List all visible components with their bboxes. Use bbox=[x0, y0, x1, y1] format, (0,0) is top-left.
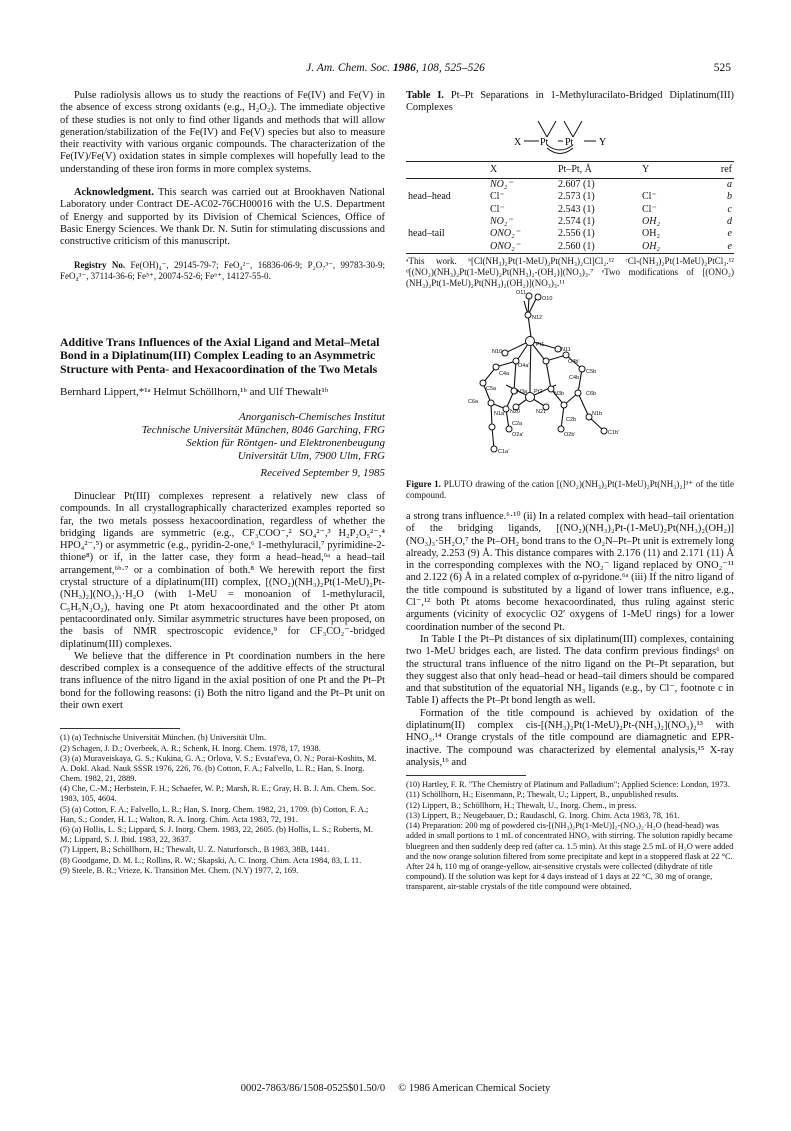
atom-label: O4a' bbox=[518, 362, 530, 369]
footnote: (3) (a) Muraveiskaya, G. S.; Kukina, G. A.; Orlova, V. S.; Evstaf'eva, O. N.; Porai-Koshits, M. A. Dokl. Akad. Nauk SSSR 1976, 226, 76. (b) Cotton, F. A.; Falvello, L. R.; Han, S. Inorg. Chem. 1982, 21, 2889. bbox=[60, 753, 377, 784]
scheme-bond bbox=[538, 121, 547, 137]
table-cell: d bbox=[727, 216, 732, 228]
table-header: Y bbox=[640, 161, 704, 178]
footnote: (7) Lippert, B.; Schöllhorn, H.; Thewalt, U. Z. Naturforsch., B 1983, 38B, 1441. bbox=[60, 845, 330, 855]
atom-label: N12 bbox=[532, 314, 543, 321]
scheme-bridge bbox=[547, 148, 573, 154]
table-cell: Cl⁻ bbox=[642, 203, 657, 215]
table-row bbox=[406, 228, 734, 240]
table-cell bbox=[406, 179, 488, 192]
atom-label: C5a bbox=[486, 385, 497, 392]
affiliations bbox=[60, 411, 385, 463]
figure-caption bbox=[406, 479, 734, 501]
article-authors: Bernhard Lippert,*¹ᵃ Helmut Schöllhorn,¹ᵇ and Ulf Thewalt¹ᵇ bbox=[60, 386, 329, 399]
footnote: (9) Steele, B. R.; Vrieze, K. Transition Met. Chem. (N.Y) 1977, 2, 169. bbox=[60, 866, 299, 875]
table-cell: NO₂⁻ bbox=[490, 179, 513, 191]
table-caption-text: Pt–Pt Separations in 1-Methyluracilato-Bridged Diplatinum(III) Complexes bbox=[406, 90, 734, 114]
atom-label: C5b bbox=[586, 368, 597, 375]
footnote: (2) Schagen, J. D.; Overbeek, A. R.; Schenk, H. Inorg. Chem. 1978, 17, 1938. bbox=[60, 743, 321, 753]
footnote-divider bbox=[406, 775, 526, 776]
table-cell: OH₂ bbox=[642, 216, 660, 228]
footnote-divider bbox=[60, 728, 180, 729]
table-cell bbox=[406, 204, 488, 216]
affiliation-line: Anorganisch-Chemisches Institut bbox=[239, 410, 385, 423]
atom-label: N1b bbox=[592, 410, 603, 417]
journal-citation bbox=[60, 62, 731, 74]
atom-label: C6b bbox=[586, 390, 597, 397]
table-cell: e bbox=[727, 228, 732, 240]
table-cell: 2.573 (1) bbox=[558, 191, 595, 203]
table-cell: head–tail bbox=[408, 228, 445, 240]
atom-label: Pt1 bbox=[536, 341, 545, 348]
table-row bbox=[406, 241, 734, 254]
registry-label: Registry No. bbox=[74, 259, 126, 270]
footnote: (5) (a) Cotton, F. A.; Falvello, L. R.; Han, S. Inorg. Chem. 1982, 21, 1709. (b) Cotton, F. A.; Han, S.; Conder, H. L.; Walton, R. A. Inorg. Chim. Acta 1983, 72, 191. bbox=[60, 804, 369, 824]
article-code: 0002-7863/86/1508-0525$01.50/0 bbox=[240, 1083, 386, 1094]
atom-label: N10 bbox=[492, 348, 503, 355]
table-caption bbox=[406, 90, 734, 115]
atom-label: N3b bbox=[554, 390, 565, 397]
atom-label: C2a bbox=[512, 420, 523, 427]
pluto-labels bbox=[468, 290, 619, 455]
table-cell bbox=[640, 179, 704, 192]
body-paragraph: We believe that the difference in Pt coordination numbers in the here described complex is a consequence of the additive effects of the structural trans influence of the nitro ligand in the axial position of one Pt and the Pt–Pt bond for the following reasons: (i) Both the nitro ligand and the Pt–Pt unit on their own exert bbox=[60, 650, 385, 711]
registry-numbers bbox=[60, 260, 385, 282]
scheme-bond bbox=[573, 121, 582, 137]
table-cell: ONO₂⁻ bbox=[488, 241, 556, 254]
table-footnotes: ᵃThis work. ᵇ[Cl(NH₃)₂Pt(1-MeU)₂Pt(NH₃)₂Cl]Cl₂.¹² ᶜCl-(NH₃)₂Pt(1-MeU)₂PtCl₃.¹² ᵈ[(NO₂)(NH₃)₂Pt(1-MeU)₂Pt(NH₃)₂-(OH₂)](NO₃)₃.⁷ ᵉTwo modifications of [(ONO₂)(NH₃)₂Pt(1-MeU)₂Pt(NH₃)₂(OH₂)](NO₃)₃.¹¹ bbox=[406, 255, 734, 288]
footnotes-right bbox=[406, 780, 734, 892]
table-row bbox=[406, 179, 734, 192]
right-column bbox=[406, 90, 734, 892]
atom-label: O4b' bbox=[568, 358, 580, 365]
footnote: (11) Schöllhorn, H.; Eisenmann, P.; Thewalt, U.; Lippert, B., unpublished results. bbox=[406, 790, 679, 800]
page-number: 525 bbox=[713, 62, 731, 74]
journal-volume-pages: , 108, 525–526 bbox=[415, 62, 485, 74]
footnote: (8) Goodgame, D. M. L.; Rollins, R. W.; Skapski, A. C. Inorg. Chim. Acta 1984, 83, L 11. bbox=[60, 855, 362, 865]
table-cell: e bbox=[704, 241, 734, 254]
table-cell: OH₂ bbox=[642, 228, 660, 240]
atom-label: O11 bbox=[516, 289, 526, 296]
atom-label: C1b' bbox=[608, 429, 620, 436]
registry-text: Fe(OH)₄⁻, 29145-79-7; FeO₄²⁻, 16836-06-9; P₂O₇³⁻, 99783-30-9; FeO₄³⁻, 37114-36-6; Fe⁵⁺, 20074-52-6; Fe⁶⁺, 14127-55-0. bbox=[60, 259, 385, 281]
scheme-y: Y bbox=[599, 136, 607, 148]
ack-text: This search was carried out at Brookhaven National Laboratory under Contract DE-AC02-76CH00016 with the U.S. Department of Energy and supported by its Division of Chemical Sciences, Office of Basic Energy Sciences. We thank Dr. N. Sutin for stimulating discussions and constructive criticism of this manuscript. bbox=[60, 187, 385, 248]
table-cell: Cl⁻ bbox=[490, 203, 505, 215]
figure-caption-text: PLUTO drawing of the cation [(NO₂)(NH₃)₂Pt(1-MeU)₂Pt(NH₃)₂]³⁺ of the title compound. bbox=[406, 478, 734, 500]
body-paragraph: In Table I the Pt–Pt distances of six diplatinum(III) complexes, containing two 1-MeU bridges each, are listed. The data confirm previous findings⁶ on the structural trans influence of the nitro ligand on the Pt–Pt separation, but they suggest also that only head–head or head–tail dimers should be compared and that substitution of the equatorial NH₃ ligands (e.g., by Cl⁻, footnote c in Table I) affects the Pt–Pt bond length as well. bbox=[406, 633, 734, 707]
table-cell: 2.560 (1) bbox=[556, 241, 640, 254]
left-column bbox=[60, 90, 385, 876]
scheme-pt-1: Pt bbox=[540, 136, 549, 148]
scheme-pt-2: Pt bbox=[565, 136, 574, 148]
table-cell: NO₂⁻ bbox=[490, 216, 513, 228]
running-head bbox=[60, 62, 731, 78]
table-cell: OH₂ bbox=[640, 241, 704, 254]
atom-label: C6a bbox=[468, 398, 479, 405]
table-caption-label: Table I. bbox=[406, 90, 444, 101]
atom-label: N21 bbox=[536, 408, 547, 415]
affiliation-line: Technische Universität München, 8046 Garching, FRG bbox=[141, 423, 385, 436]
table-row bbox=[406, 204, 734, 216]
table-cell: 2.556 (1) bbox=[558, 228, 595, 240]
body-paragraph: a strong trans influence.⁶·¹⁰ (ii) In a related complex with head–tail orientation of the bridging ligands, [(NO₂)(NH₃)₂Pt-(1-MeU)₂Pt(NH₃)₂(OH₂)](NO₃)₃·5H₂O,⁷ the Pt–OH₂ bond trans to the O₂N–Pt–Pt unit is extremely long already, 2.253 (9) Å. This distance compares with 2.176 (11) and 2.171 (11) Å in the corresponding complexes with the NO₂⁻ ligand replaced by ONO₂⁻¹¹ and 2.122 (6) Å in a related complex of α-pyridone.⁶ᵃ (iii) If the nitro ligand of the title compound is substituted by a ligand of lower trans influence, e.g., Cl⁻,¹² both Pt atoms become hexacoordinated, thus ruling against steric arguments (vicinity of exocyclic O2′ oxygens of 1-MeU rings) for a lower coordination number of the second Pt. bbox=[406, 510, 734, 633]
table-cell: head–head bbox=[408, 191, 451, 203]
footnote: (1) (a) Technische Universität München. (b) Universität Ulm. bbox=[60, 733, 267, 743]
atom-label: C4b bbox=[569, 374, 580, 381]
atom-label: C2b bbox=[566, 416, 577, 423]
copyright: © 1986 American Chemical Society bbox=[398, 1083, 551, 1094]
bridged-scheme bbox=[406, 115, 734, 157]
article-title: Additive Trans Influences of the Axial Ligand and Metal–Metal Bond in a Diplatinum(III) Complex Leading to an Asymmetric Structure with Penta- and Hexacoordination of the Two Metals bbox=[60, 334, 380, 376]
table-header: X bbox=[488, 161, 556, 178]
atom-label: C4a bbox=[499, 370, 510, 377]
body-paragraph: Formation of the title compound is achieved by oxidation of the diplatinum(II) complex cis-[(NH₃)₂Pt(1-MeU)₂Pt-(NH₃)₂](NO₃)₂¹³ with HNO₃.¹⁴ Orange crystals of the title compound are diamagnetic and EPR-inactive. The compound was characterized by elemental analysis,¹⁵ X-ray analysis,¹⁶ and bbox=[406, 707, 734, 768]
table-cell: Cl⁻ bbox=[490, 191, 505, 203]
atom-label: N1a bbox=[494, 410, 505, 417]
pulse-paragraph: Pulse radiolysis allows us to study the reactions of Fe(IV) and Fe(V) in the absence of excess strong oxidants (e.g., H₂O₂). The immediate objective of these studies is not only to find other ligands and methods that will allow generation/stabilization of the Fe(IV) and Fe(V) species but also to measure their reactivity with various organic compounds. The characterization of the Fe(IV)/Fe(V) oxidation states in simple complexes will hopefully lead to the understanding of these iron forms in more complex systems. bbox=[60, 90, 385, 175]
atom-label: N20 bbox=[510, 408, 521, 415]
table-cell: ONO₂⁻ bbox=[490, 228, 520, 240]
scheme-bond bbox=[547, 121, 556, 137]
table-cell: 2.543 (1) bbox=[558, 203, 595, 215]
table-cell: 2.607 (1) bbox=[558, 179, 595, 191]
atom-label: C1a' bbox=[498, 448, 510, 455]
atom-label: O2a' bbox=[512, 431, 524, 438]
affiliation-line: Sektion für Röntgen- und Elektronenbeugung bbox=[186, 436, 385, 449]
atom-label: N11 bbox=[561, 346, 571, 353]
footnote: (4) Che, C.-M.; Herbstein, F. H.; Schaefer, W. P.; Marsh, R. E.; Gray, H. B. J. Am. Chem. Soc. 1983, 105, 4604. bbox=[60, 784, 376, 804]
received-date: Received September 9, 1985 bbox=[260, 466, 385, 479]
table-cell: b bbox=[727, 191, 732, 203]
table-header: ref bbox=[704, 161, 734, 178]
table-cell: a bbox=[727, 179, 732, 191]
table-row bbox=[406, 216, 734, 228]
atom-label: Pt2 bbox=[534, 388, 543, 395]
table-cell bbox=[406, 241, 488, 254]
table-cell: c bbox=[727, 203, 732, 215]
figure-caption-label: Figure 1. bbox=[406, 478, 441, 489]
table-header: Pt–Pt, Å bbox=[556, 161, 640, 178]
journal-name: J. Am. Chem. Soc. bbox=[306, 62, 390, 74]
scheme-bond bbox=[564, 121, 573, 137]
table-cell: 2.574 (1) bbox=[558, 216, 595, 228]
pluto-drawing bbox=[406, 289, 734, 479]
footnote: (14) Preparation: 200 mg of powdered cis-[(NH₃)₂Pt(1-MeU)]₂-(NO₃)₂·H₂O (head-head) was added in small portions to 1 mL of concentrated HNO₃ with stirring. The solution rapidly became bluegreen and then suddenly deep red (after ca. 1.5 min). At this stage 2.5 mL of H₂O were added and the now orange solution filtered from some precipitate and kept in a stoppered flask at 22 °C. After 24 h, 110 mg of orange-yellow, air-sensitive crystals were collected (dihydrate of title compound). If the solution was kept for 4 days instead of 1 days at 22 °C, 30 mg of orange, transparent, air-stable crystals of the title compound were obtained. bbox=[406, 821, 734, 891]
footnote: (6) (a) Hollis, L. S.; Lippard, S. J. Inorg. Chem. 1983, 22, 2605. (b) Hollis, L. S.; Roberts, M. M.; Lippard, S. J. Ibid. 1983, 22, 3637. bbox=[60, 825, 373, 845]
figure-1 bbox=[406, 289, 734, 479]
scheme-x: X bbox=[514, 136, 522, 148]
table-cell bbox=[406, 216, 488, 228]
table-cell: Cl⁻ bbox=[642, 191, 657, 203]
atom-label: O2b' bbox=[564, 431, 576, 438]
acknowledgment bbox=[60, 187, 385, 248]
atom-label: N3a bbox=[517, 388, 528, 395]
table-row bbox=[406, 191, 734, 203]
footnote: (12) Lippert, B.; Schöllhorn, H.; Thewalt, U., Inorg. Chem., in press. bbox=[406, 800, 637, 810]
ack-label: Acknowledgment. bbox=[74, 187, 154, 199]
body-paragraph: Dinuclear Pt(III) complexes represent a relatively new class of compounds. In all crystallographically characterized examples reported so far, the two metals possess hexacoordination, regardless of whether the bridging ligands are symmetric (e.g., CF₃COO⁻,² SO₄²⁻,³ H₂P₂O₅²⁻,⁴ HPO₄²⁻,⁵) or asymmetric (e.g., pyridin-2-one,⁶ 1-methyluracil,⁷ pyrimidine-2-thione⁸) or if, in the latter case, they form a head–head,⁶ᵃ a head–tail arrangement,⁶ᵇ·⁷ or a combination of both.⁸ We herewith report the first crystal structure of a diplatinum(III) complex, [(NO₂)(NH₃)₂Pt(1-MeU)₂Pt-(NH₃)₂](NO₃)₃·H₂O (with 1-MeU = monoanion of 1-methyluracil, C₅H₅N₂O₂), having one Pt atom hexacoordinated and the other Pt atom pentacoordinated only. Similar asymmetric structures have been proposed, on the basis of NMR spectroscopic evidence,⁹ for CF₃CO₂⁻-bridged diplatinum(III) complexes. bbox=[60, 490, 385, 650]
atom-label: O10 bbox=[542, 295, 553, 302]
pt-pt-table bbox=[406, 161, 734, 254]
table-header-row bbox=[406, 161, 734, 178]
footnote: (10) Hartley, F. R. "The Chemistry of Platinum and Palladium"; Applied Science: London, 1973. bbox=[406, 780, 730, 790]
table-header bbox=[406, 161, 488, 178]
page-footer bbox=[0, 1083, 791, 1094]
footnote: (13) Lippert, B.; Neugebauer, D.; Raudaschl, G. Inorg. Chim. Acta 1983, 78, 161. bbox=[406, 811, 680, 821]
affiliation-line: Universität Ulm, 7900 Ulm, FRG bbox=[237, 449, 385, 462]
journal-year: 1986 bbox=[392, 62, 416, 74]
footnotes-left bbox=[60, 733, 385, 876]
